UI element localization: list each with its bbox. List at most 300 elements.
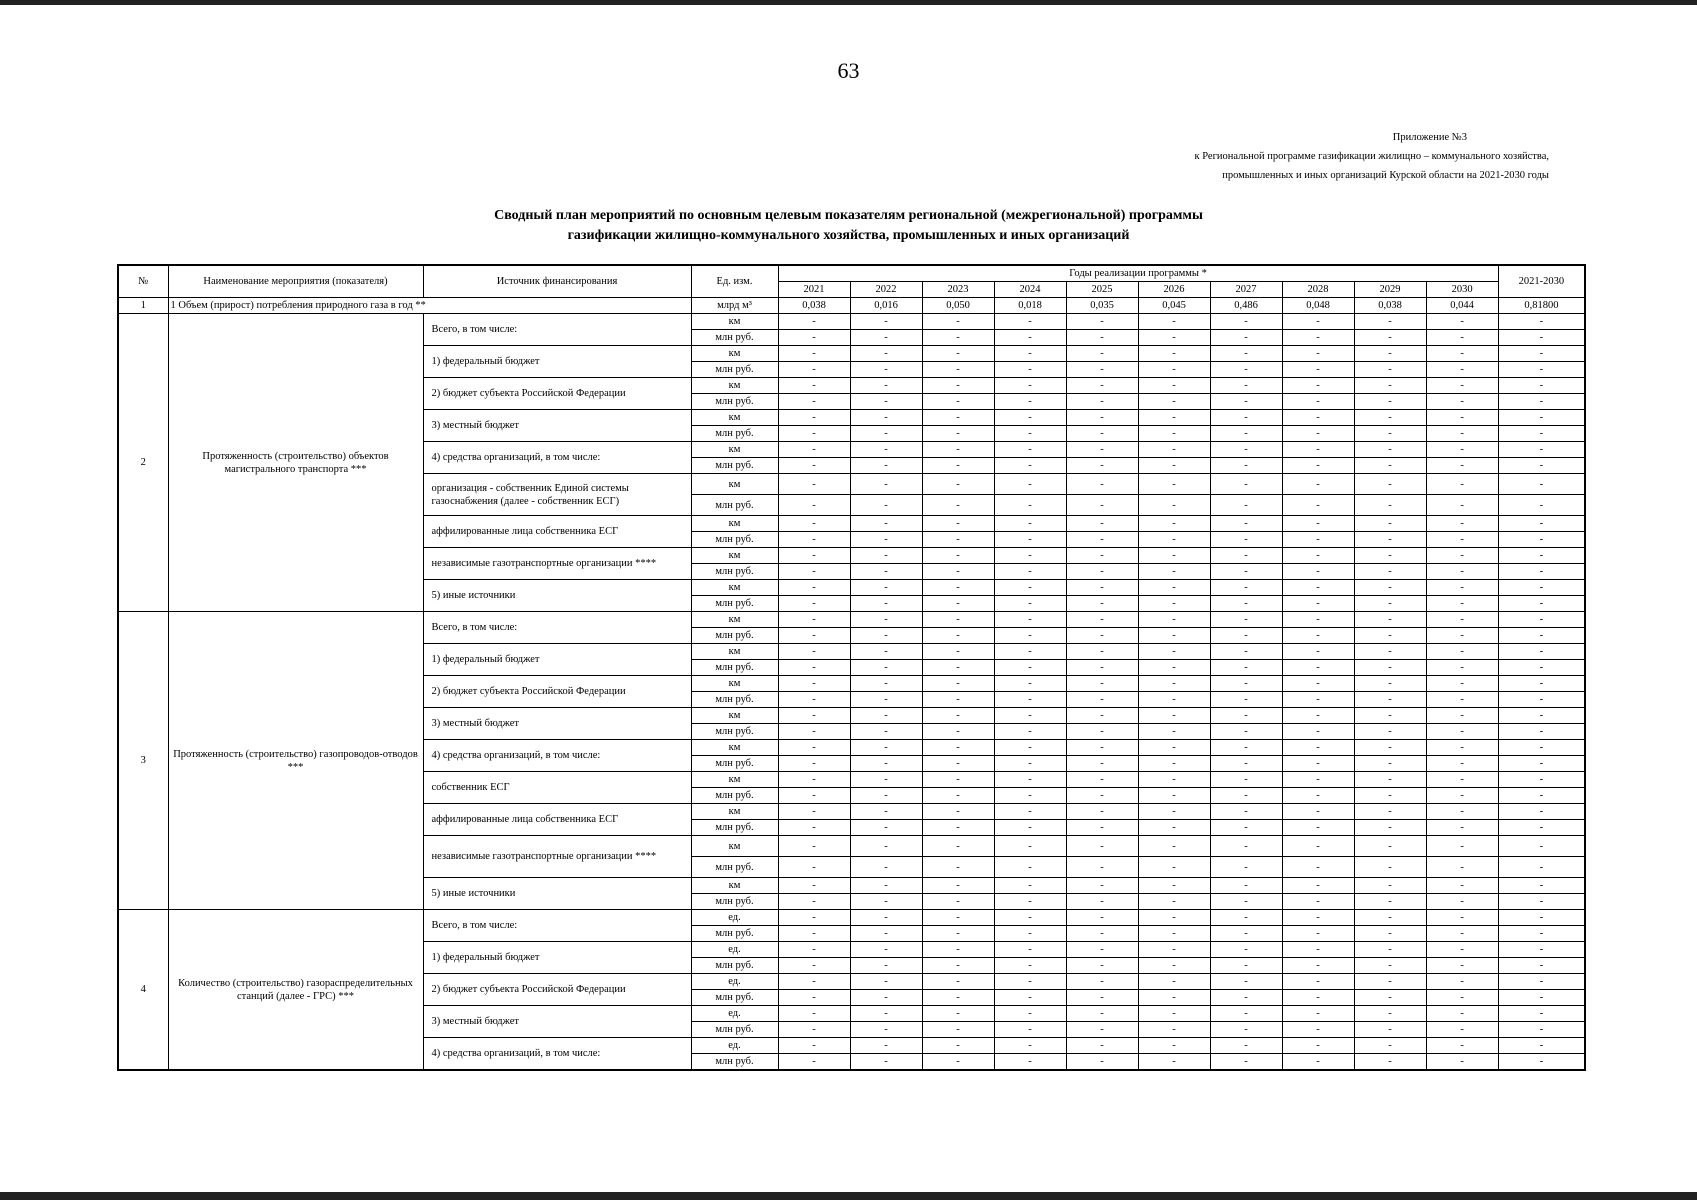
year-value: - — [1210, 426, 1282, 442]
year-value: - — [850, 362, 922, 378]
year-value: - — [1138, 612, 1210, 628]
year-value: - — [922, 804, 994, 820]
unit-cell: км — [691, 314, 778, 330]
year-value: - — [1282, 958, 1354, 974]
year-value: - — [1066, 532, 1138, 548]
unit-cell: млн руб. — [691, 495, 778, 516]
year-value: - — [1138, 474, 1210, 495]
year-value: - — [1210, 942, 1282, 958]
unit-cell: км — [691, 442, 778, 458]
year-value: - — [1066, 772, 1138, 788]
year-value: - — [994, 926, 1066, 942]
year-value: - — [994, 580, 1066, 596]
year-value: - — [922, 676, 994, 692]
year-value: - — [1138, 564, 1210, 580]
year-value: - — [1066, 926, 1138, 942]
year-value: - — [922, 990, 994, 1006]
year-value: - — [994, 990, 1066, 1006]
year-value: - — [1354, 788, 1426, 804]
year-value: - — [1210, 820, 1282, 836]
year-value: - — [1066, 804, 1138, 820]
year-value: - — [922, 724, 994, 740]
year-value: - — [922, 532, 994, 548]
year-value: - — [922, 894, 994, 910]
year-value: - — [1066, 708, 1138, 724]
total-value: - — [1498, 857, 1585, 878]
year-value: - — [994, 772, 1066, 788]
total-value: - — [1498, 974, 1585, 990]
year-value: - — [1138, 788, 1210, 804]
header-year: 2027 — [1210, 282, 1282, 298]
section-name: Протяженность (строительство) газопроводов-отводов *** — [168, 612, 423, 910]
year-value: - — [1138, 362, 1210, 378]
total-value: - — [1498, 772, 1585, 788]
year-value: - — [1282, 788, 1354, 804]
year-value: - — [1426, 1038, 1498, 1054]
year-value: - — [1282, 910, 1354, 926]
year-value: - — [1426, 410, 1498, 426]
year-value: - — [922, 1006, 994, 1022]
year-value: - — [1426, 942, 1498, 958]
total-value: - — [1498, 532, 1585, 548]
year-value: - — [1426, 474, 1498, 495]
year-value: - — [1066, 756, 1138, 772]
year-value: - — [1426, 894, 1498, 910]
year-value: - — [922, 958, 994, 974]
year-value: - — [778, 426, 850, 442]
year-value: - — [922, 628, 994, 644]
year-value: - — [1210, 1006, 1282, 1022]
year-value: - — [1138, 692, 1210, 708]
unit-cell: км — [691, 804, 778, 820]
year-value: - — [1354, 410, 1426, 426]
year-value: - — [922, 346, 994, 362]
year-value: - — [1138, 724, 1210, 740]
year-value: - — [1354, 426, 1426, 442]
year-value: - — [1210, 442, 1282, 458]
year-value: - — [1282, 394, 1354, 410]
source-label: организация - собственник Единой системы газоснабжения (далее - собственник ЕСГ) — [423, 474, 691, 516]
source-label: 4) средства организаций, в том числе: — [423, 1038, 691, 1071]
source-label: собственник ЕСГ — [423, 772, 691, 804]
unit-cell: млн руб. — [691, 458, 778, 474]
total-value: 0,81800 — [1498, 298, 1585, 314]
year-value: - — [1138, 990, 1210, 1006]
year-value: - — [994, 660, 1066, 676]
year-value: - — [1426, 644, 1498, 660]
appendix-note — [1194, 128, 1549, 185]
year-value: - — [1426, 378, 1498, 394]
source-label: 4) средства организаций, в том числе: — [423, 740, 691, 772]
year-value: - — [1210, 580, 1282, 596]
year-value: - — [778, 330, 850, 346]
year-value: - — [1426, 836, 1498, 857]
year-value: - — [850, 1054, 922, 1071]
year-value: - — [1354, 314, 1426, 330]
year-value: - — [1354, 990, 1426, 1006]
year-value: - — [1426, 1054, 1498, 1071]
unit-cell: ед. — [691, 974, 778, 990]
year-value: - — [778, 612, 850, 628]
year-value: - — [994, 894, 1066, 910]
year-value: - — [1138, 942, 1210, 958]
year-value: - — [1138, 1054, 1210, 1071]
year-value: - — [1354, 1022, 1426, 1038]
year-value: - — [1138, 532, 1210, 548]
year-value: - — [994, 788, 1066, 804]
year-value: - — [778, 836, 850, 857]
year-value: - — [1210, 474, 1282, 495]
year-value: - — [1354, 596, 1426, 612]
year-value: - — [1210, 894, 1282, 910]
year-value: - — [1426, 580, 1498, 596]
unit-cell: млн руб. — [691, 756, 778, 772]
year-value: - — [1066, 878, 1138, 894]
year-value: - — [994, 756, 1066, 772]
year-value: - — [994, 410, 1066, 426]
year-value: - — [778, 820, 850, 836]
total-value: - — [1498, 442, 1585, 458]
year-value: - — [1426, 756, 1498, 772]
year-value: - — [922, 878, 994, 894]
year-value: - — [1354, 378, 1426, 394]
year-value: - — [922, 612, 994, 628]
year-value: - — [778, 772, 850, 788]
year-value: - — [1354, 532, 1426, 548]
total-value: - — [1498, 314, 1585, 330]
page-number: 63 — [837, 58, 860, 83]
year-value: - — [778, 676, 850, 692]
header-year: 2021 — [778, 282, 850, 298]
year-value: - — [994, 612, 1066, 628]
year-value: - — [1282, 1022, 1354, 1038]
year-value: - — [1138, 836, 1210, 857]
year-value: - — [1426, 974, 1498, 990]
year-value: - — [1426, 990, 1498, 1006]
year-value: - — [1210, 346, 1282, 362]
unit-cell: млн руб. — [691, 362, 778, 378]
year-value: - — [922, 1022, 994, 1038]
year-value: - — [1426, 708, 1498, 724]
year-value: - — [1354, 692, 1426, 708]
year-value: - — [922, 1038, 994, 1054]
year-value: - — [778, 894, 850, 910]
total-value: - — [1498, 495, 1585, 516]
year-value: - — [1210, 990, 1282, 1006]
year-value: - — [850, 516, 922, 532]
year-value: - — [1210, 495, 1282, 516]
year-value: 0,016 — [850, 298, 922, 314]
year-value: - — [1282, 724, 1354, 740]
year-value: - — [994, 314, 1066, 330]
appendix-line-3: промышленных и иных организаций Курской области на 2021-2030 годы — [1222, 170, 1549, 181]
year-value: - — [1282, 756, 1354, 772]
total-value: - — [1498, 628, 1585, 644]
year-value: - — [994, 548, 1066, 564]
year-value: - — [1210, 516, 1282, 532]
year-value: - — [922, 820, 994, 836]
year-value: - — [1426, 660, 1498, 676]
total-value: - — [1498, 836, 1585, 857]
year-value: - — [1066, 628, 1138, 644]
year-value: - — [850, 394, 922, 410]
header-year: 2029 — [1354, 282, 1426, 298]
year-value: - — [1138, 516, 1210, 532]
year-value: - — [1282, 692, 1354, 708]
year-value: - — [850, 676, 922, 692]
total-value: - — [1498, 346, 1585, 362]
year-value: - — [1426, 910, 1498, 926]
year-value: - — [850, 894, 922, 910]
unit-cell: млн руб. — [691, 1054, 778, 1071]
year-value: - — [778, 410, 850, 426]
year-value: - — [922, 926, 994, 942]
year-value: - — [1426, 926, 1498, 942]
year-value: - — [1066, 990, 1138, 1006]
unit-cell: км — [691, 548, 778, 564]
year-value: - — [778, 878, 850, 894]
year-value: - — [1354, 442, 1426, 458]
year-value: - — [778, 362, 850, 378]
year-value: - — [1282, 644, 1354, 660]
year-value: - — [850, 820, 922, 836]
row-name: 1 Объем (прирост) потребления природного газа в год ** — [168, 298, 691, 314]
year-value: - — [1210, 878, 1282, 894]
year-value: - — [1354, 564, 1426, 580]
year-value: - — [1282, 580, 1354, 596]
year-value: - — [1066, 612, 1138, 628]
year-value: - — [1210, 756, 1282, 772]
year-value: - — [994, 1054, 1066, 1071]
year-value: - — [1138, 1006, 1210, 1022]
total-value: - — [1498, 1038, 1585, 1054]
year-value: - — [1210, 804, 1282, 820]
year-value: - — [850, 532, 922, 548]
year-value: - — [1138, 346, 1210, 362]
year-value: - — [1138, 442, 1210, 458]
year-value: - — [1138, 330, 1210, 346]
year-value: - — [1282, 676, 1354, 692]
year-value: - — [1138, 458, 1210, 474]
year-value: - — [1426, 628, 1498, 644]
total-value: - — [1498, 612, 1585, 628]
unit-cell: км — [691, 580, 778, 596]
year-value: - — [850, 740, 922, 756]
unit-cell: км — [691, 772, 778, 788]
year-value: - — [1066, 516, 1138, 532]
source-label: Всего, в том числе: — [423, 314, 691, 346]
year-value: - — [1066, 1054, 1138, 1071]
unit-cell: млн руб. — [691, 820, 778, 836]
total-value: - — [1498, 596, 1585, 612]
source-label: 3) местный бюджет — [423, 1006, 691, 1038]
year-value: - — [1138, 378, 1210, 394]
year-value: - — [994, 394, 1066, 410]
unit-cell: км — [691, 612, 778, 628]
total-value: - — [1498, 394, 1585, 410]
year-value: - — [1066, 564, 1138, 580]
year-value: - — [1426, 820, 1498, 836]
source-label: 1) федеральный бюджет — [423, 942, 691, 974]
year-value: - — [1138, 314, 1210, 330]
section-name: Протяженность (строительство) объектов магистрального транспорта *** — [168, 314, 423, 612]
year-value: - — [850, 474, 922, 495]
year-value: - — [1210, 1022, 1282, 1038]
year-value: - — [994, 628, 1066, 644]
year-value: - — [1426, 346, 1498, 362]
year-value: - — [778, 548, 850, 564]
year-value: - — [1282, 532, 1354, 548]
total-value: - — [1498, 926, 1585, 942]
header-unit: Ед. изм. — [691, 265, 778, 298]
year-value: - — [1210, 596, 1282, 612]
year-value: - — [1354, 1054, 1426, 1071]
year-value: - — [850, 857, 922, 878]
unit-cell: млн руб. — [691, 990, 778, 1006]
year-value: - — [1426, 458, 1498, 474]
year-value: - — [1354, 756, 1426, 772]
year-value: - — [1354, 516, 1426, 532]
year-value: - — [922, 442, 994, 458]
year-value: - — [1210, 836, 1282, 857]
year-value: - — [1354, 548, 1426, 564]
year-value: - — [778, 708, 850, 724]
year-value: - — [1354, 772, 1426, 788]
header-years-group: Годы реализации программы * — [778, 265, 1498, 282]
year-value: - — [1138, 644, 1210, 660]
header-total: 2021-2030 — [1498, 265, 1585, 298]
year-value: - — [1426, 1022, 1498, 1038]
year-value: - — [994, 724, 1066, 740]
year-value: - — [994, 692, 1066, 708]
year-value: - — [922, 942, 994, 958]
year-value: - — [994, 974, 1066, 990]
year-value: - — [1354, 394, 1426, 410]
year-value: - — [778, 314, 850, 330]
year-value: - — [1426, 740, 1498, 756]
year-value: - — [850, 708, 922, 724]
year-value: 0,018 — [994, 298, 1066, 314]
year-value: - — [778, 580, 850, 596]
year-value: - — [778, 564, 850, 580]
year-value: - — [994, 740, 1066, 756]
year-value: - — [1354, 740, 1426, 756]
year-value: - — [994, 942, 1066, 958]
year-value: - — [850, 756, 922, 772]
year-value: - — [1426, 788, 1498, 804]
year-value: - — [1138, 772, 1210, 788]
year-value: - — [850, 580, 922, 596]
year-value: - — [1354, 362, 1426, 378]
year-value: - — [1210, 548, 1282, 564]
year-value: - — [1138, 708, 1210, 724]
unit-cell: ед. — [691, 1038, 778, 1054]
year-value: - — [778, 724, 850, 740]
year-value: - — [922, 458, 994, 474]
total-value: - — [1498, 724, 1585, 740]
year-value: - — [778, 740, 850, 756]
year-value: - — [1354, 910, 1426, 926]
year-value: - — [994, 820, 1066, 836]
source-label: Всего, в том числе: — [423, 612, 691, 644]
year-value: - — [994, 1022, 1066, 1038]
section-num: 2 — [118, 314, 168, 612]
year-value: - — [850, 596, 922, 612]
year-value: - — [1354, 942, 1426, 958]
year-value: - — [778, 1022, 850, 1038]
year-value: - — [1066, 378, 1138, 394]
year-value: - — [1138, 410, 1210, 426]
year-value: - — [1426, 724, 1498, 740]
scan-top-edge — [0, 0, 1697, 5]
year-value: 0,038 — [778, 298, 850, 314]
year-value: - — [1426, 495, 1498, 516]
year-value: - — [922, 910, 994, 926]
year-value: - — [994, 516, 1066, 532]
year-value: - — [1426, 612, 1498, 628]
unit-cell: км — [691, 346, 778, 362]
year-value: - — [1354, 676, 1426, 692]
year-value: - — [1210, 910, 1282, 926]
year-value: - — [1210, 458, 1282, 474]
year-value: - — [1354, 1038, 1426, 1054]
year-value: - — [778, 692, 850, 708]
total-value: - — [1498, 426, 1585, 442]
year-value: - — [1210, 644, 1282, 660]
year-value: - — [850, 804, 922, 820]
unit-cell: млн руб. — [691, 857, 778, 878]
year-value: - — [922, 330, 994, 346]
year-value: - — [1066, 660, 1138, 676]
year-value: - — [1210, 676, 1282, 692]
source-label: 2) бюджет субъекта Российской Федерации — [423, 974, 691, 1006]
total-value: - — [1498, 474, 1585, 495]
total-value: - — [1498, 692, 1585, 708]
year-value: - — [1210, 974, 1282, 990]
year-value: - — [778, 756, 850, 772]
year-value: - — [1066, 820, 1138, 836]
source-label: 1) федеральный бюджет — [423, 346, 691, 378]
year-value: - — [1210, 564, 1282, 580]
year-value: - — [994, 426, 1066, 442]
year-value: - — [1282, 596, 1354, 612]
year-value: - — [994, 596, 1066, 612]
year-value: - — [1138, 1038, 1210, 1054]
year-value: - — [1354, 612, 1426, 628]
year-value: - — [994, 564, 1066, 580]
year-value: - — [778, 857, 850, 878]
year-value: - — [1282, 804, 1354, 820]
year-value: - — [1066, 724, 1138, 740]
header-source: Источник финансирования — [423, 265, 691, 298]
year-value: - — [850, 974, 922, 990]
year-value: - — [778, 346, 850, 362]
header-year: 2024 — [994, 282, 1066, 298]
section-num: 3 — [118, 612, 168, 910]
year-value: - — [994, 442, 1066, 458]
year-value: - — [850, 1022, 922, 1038]
year-value: - — [1138, 804, 1210, 820]
year-value: - — [1066, 596, 1138, 612]
unit-cell: млн руб. — [691, 692, 778, 708]
year-value: - — [1282, 628, 1354, 644]
year-value: - — [994, 910, 1066, 926]
total-value: - — [1498, 878, 1585, 894]
year-value: - — [1066, 314, 1138, 330]
year-value: - — [778, 910, 850, 926]
total-value: - — [1498, 564, 1585, 580]
total-value: - — [1498, 942, 1585, 958]
